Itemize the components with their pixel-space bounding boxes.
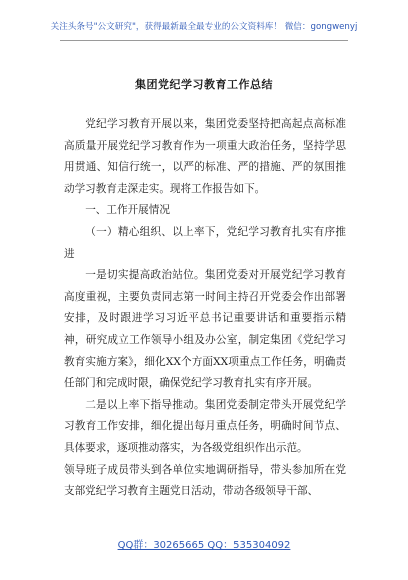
footer-qq-contact[interactable]: QQ群：30265665 QQ：535304092 <box>117 540 291 551</box>
document-title: 集团党纪学习教育工作总结 <box>135 78 273 91</box>
section-heading: 一、工作开展情况 <box>85 204 170 217</box>
intro-paragraph: 党纪学习教育开展以来，集团党委坚持把高起点高标准高质量开展党纪学习教育作为一项重大政治任务，坚持学思用贯通、知信行统一，以严的标准、严的措施、严的氛围推动学习教育走深走实。现将工作报告如下。 <box>64 118 346 195</box>
document-body <box>64 114 346 503</box>
header-banner: 关注头条号"公文研究"，获得最新最全最专业的公文资料库！ 微信：gongwenyj <box>50 22 358 32</box>
subsection-heading: （一）精心组织、以上率下，党纪学习教育扎实有序推进 <box>64 225 346 260</box>
body-paragraph-3: 领导班子成员带头到各单位实地调研指导，带头参加所在党支部党纪学习教育主题党日活动，带动各级领导干部、 <box>64 463 346 498</box>
body-paragraph-2: 二是以上率下指导推动。集团党委制定带头开展党纪学习教育工作安排，细化提出每月重点任务，明确时间节点、具体要求，逐项推动落实，为各级党组织作出示范。 <box>64 398 346 454</box>
body-paragraph-1: 一是切实提高政治站位。集团党委对开展党纪学习教育高度重视，主要负责同志第一时间主持召开党委会作出部署安排，及时跟进学习习近平总书记重要讲话和重要指示精神，研究成立工作领导小组及办公室，制定集团《党纪学习教育实施方案》，细化XX个方面XX项重点工作任务，明确责任部门和完成时限，确保党纪学习教育扎实有序开展。 <box>64 269 346 390</box>
header-divider <box>60 40 348 41</box>
